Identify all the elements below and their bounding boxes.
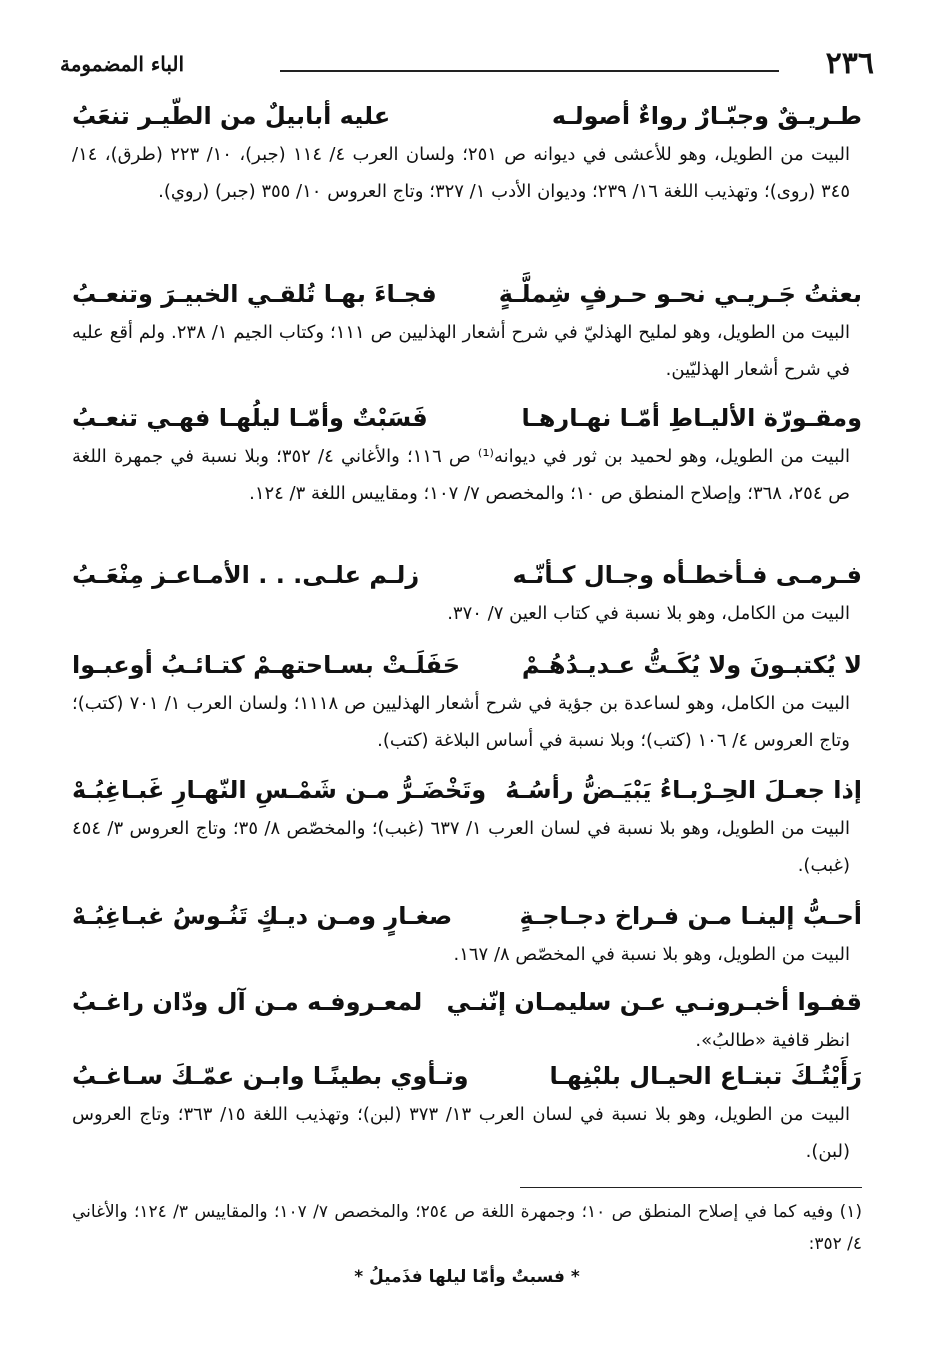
header-rule [280,70,779,72]
verse-line [72,398,862,438]
verse-note: البيت من الطويل، وهو لمليح الهذليّ في شرح أشعار الهذليين ص ١١١؛ وكتاب الجيم ١/ ٢٣٨. ولم أقع عليه في شرح أشعار الهذليّين. [72,322,850,380]
second-hemistich: حَفَلَـتْ بسـاحتهـمْ كتـائـبُ أوعبـوا [72,651,461,679]
first-hemistich: فـرمـى فـأخطـأه وجـال كـأنّـه [512,561,862,589]
second-hemistich: زلـم علـى. . . الأمـاعـز مِنْعَـبُ [72,561,420,589]
first-hemistich: ومقـورّة الأليـاطِ أمّـا نهـارهـا [521,404,862,432]
verse-entry [72,274,862,388]
first-hemistich: طـريـقٌ وجبّـارٌ رواءٌ أصولـه [551,102,862,130]
verse-note: البيت من الطويل، وهو للأعشى في ديوانه ص ٢٥١؛ ولسان العرب ٤/ ١١٤ (جبر)، ١٠/ ٢٢٣ (طرق)، ١٤/ ٣٤٥ (روى)؛ وتهذيب اللغة ١٦/ ٢٣٩؛ وديوان الأدب ١/ ٣٢٧؛ وتاج العروس ١٠/ ٣٥٥ (جبر) (روي). [72,144,850,202]
second-hemistich: لمعـروفـه مـن آل ودّان راغـبُ [72,988,423,1016]
second-hemistich: فَسَبْتٌ وأمّـا ليلُهـا فهـي تنعـبُ [72,404,428,432]
verse-line [72,645,862,685]
verse-line [72,555,862,595]
footnote-verse: * فسبتٌ وأمّا ليلها فذَميلُ * [354,1267,580,1287]
verse-note: البيت من الكامل، وهو بلا نسبة في كتاب العين ٧/ ٣٧٠. [447,603,850,624]
first-hemistich: إذا جعـلَ الحِـرْبـاءُ يَبْيَـضُّ رأسُـهُ [505,776,862,804]
verse-note: البيت من الطويل، وهو بلا نسبة في لسان العرب ١/ ٦٣٧ (غبب)؛ والمخصّص ٨/ ٣٥؛ وتاج العروس ٣/ ٤٥٤ (غبب). [72,818,850,876]
verse-entry [72,896,862,973]
verse-entry [72,555,862,632]
first-hemistich: قفـوا أخبـرونـي عـن سليمـان إنّنـي [446,988,862,1016]
first-hemistich: بعثتُ جَـريـي نحـو حـرفٍ شِملَّـةٍ [498,280,862,308]
verse-entry [72,398,862,512]
second-hemistich: وتَخْضَـرُّ مـن شَمْـسِ النّهـارِ غَبـاغِبُـهْ [72,776,487,804]
verse-note: انظر قافية «طالبُ». [695,1030,850,1051]
verse-entry [72,770,862,884]
verse-line [72,770,862,810]
second-hemistich: عليه أبابيلٌ من الطّيـر تنعَبُ [72,102,391,130]
verse-entry [72,1056,862,1170]
first-hemistich: لا يُكتبـونَ ولا يُكَـتُّ عـديـدُهُـمْ [521,651,862,679]
verse-line [72,96,862,136]
verse-note: البيت من الطويل، وهو بلا نسبة في لسان العرب ١٣/ ٣٧٣ (لبن)؛ وتهذيب اللغة ١٥/ ٣٦٣؛ وتاج العروس (لبن). [72,1104,850,1162]
verse-entry [72,645,862,759]
second-hemistich: وتـأوي بطينًـا وابـن عمّـكَ سـاغـبُ [72,1062,469,1090]
verse-entry [72,96,862,210]
verse-line [72,274,862,314]
verse-line [72,1056,862,1096]
footnote-text: (١) وفيه كما في إصلاح المنطق ص ١٠؛ وجمهرة اللغة ص ٢٥٤؛ والمخصص ٧/ ١٠٧؛ والمقاييس ٣/ ١٢٤؛ والأغاني ٤/ ٣٥٢: [72,1202,863,1254]
page-number: ٢٣٦ [825,46,874,81]
first-hemistich: أحـبُّ إلينـا مـن فـراخ دجـاجـةٍ [519,902,862,930]
footnote-rule [520,1187,862,1188]
verse-note: البيت من الطويل، وهو لحميد بن ثور في ديوانه⁽¹⁾ ص ١١٦؛ والأغاني ٤/ ٣٥٢؛ وبلا نسبة في جمهرة اللغة ص ٢٥٤، ٣٦٨؛ وإصلاح المنطق ص ١٠؛ والمخصص ٧/ ١٠٧؛ ومقاييس اللغة ٣/ ١٢٤. [72,446,850,504]
second-hemistich: صغـارٍ ومـن ديـكٍ تَنُـوسُ غبـاغِبُـهْ [72,902,453,930]
verse-note: البيت من الطويل، وهو بلا نسبة في المخصّص ٨/ ١٦٧. [453,944,850,965]
verse-line [72,896,862,936]
verse-note: البيت من الكامل، وهو لساعدة بن جؤية في شرح أشعار الهذليين ص ١١١٨؛ ولسان العرب ١/ ٧٠١ (كتب)؛ وتاج العروس ٤/ ١٠٦ (كتب)؛ وبلا نسبة في أساس البلاغة (كتب). [72,693,850,751]
running-title: الباء المضمومة [60,52,185,76]
page-header [60,46,874,86]
second-hemistich: فجـاءَ بهـا تُلقـي الخبيـرَ وتنعـبُ [72,280,437,308]
verse-entry [72,982,862,1059]
verse-line [72,982,862,1022]
first-hemistich: رَأَيْتُـكَ تبتـاع الحيـال بلبْنِهـا [549,1062,862,1090]
